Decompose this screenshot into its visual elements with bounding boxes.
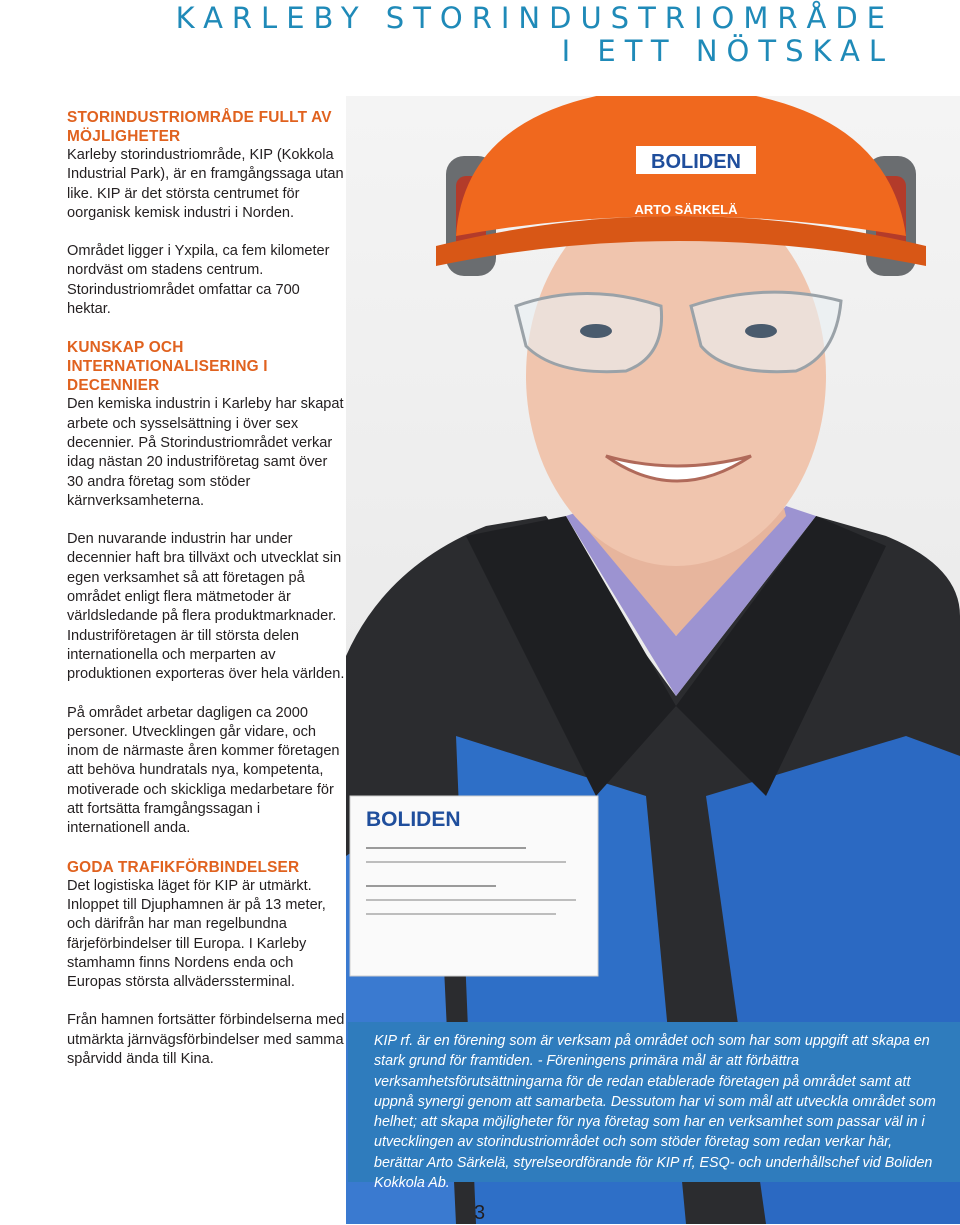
section-traffic: [67, 858, 345, 1070]
section-heading: GODA TRAFIKFÖRBINDELSER: [67, 858, 300, 876]
section-knowledge: [67, 338, 345, 838]
section-heading: STORINDUSTRIOMRÅDE FULLT AV MÖJLIGHETER: [67, 109, 332, 145]
paragraph: På området arbetar dagligen ca 2000 personer. Utvecklingen går vidare, och inom de närmaste åren kommer företagen att behöva hundratals nya, kompetenta, motiverade och skickliga medarbetare för att fortsätta framgångssagan i internationell anda.: [67, 704, 340, 837]
helmet-label: BOLIDEN: [651, 151, 741, 173]
paragraph: Den nuvarande industrin har under decennier haft bra tillväxt och utvecklat sin egen verksamhet så att företagen på området enligt flera mätmetoder är världsledande på flera produktmarknader. Industriföretagen är till största delen internationella och merparten av produktionen exporteras över hela världen.: [67, 531, 345, 683]
caption-text: KIP rf. är en förening som är verksam på området och som har som uppgift att skapa en stark grund för framtiden. - Föreningens primära mål är att förbättra verksamhetsförutsättningarna för de redan etablerade företagen på området samt att uppnå synergi genom att samarbeta. Dessutom har vi som mål att utveckla området som helhet; att skapa möjligheter för nya företag som har en verksamhet som passar väl in i utvecklingen av storindustriområdet och som stöder företag som redan verkar här, berättar Arto Särkelä, styrelseordförande för KIP rf, ESQ- och underhållschef vid Boliden Kokkola Ab.: [374, 1033, 936, 1192]
paragraph: Karleby storindustriområde, KIP (Kokkola Industrial Park), är en framgångssaga utan like. KIP är det största centrumet för oorganisk kemisk industri i Norden.: [67, 147, 344, 221]
page-number: 3: [474, 1202, 486, 1224]
header-line-1: KARLEBY STORINDUSTRIOMRÅDE: [175, 1, 894, 35]
photo-caption: [348, 1022, 960, 1192]
header-line-2: I ETT NÖTSKAL: [561, 34, 894, 68]
main-text-column: [67, 108, 345, 1088]
helmet-name: ARTO SÄRKELÄ: [634, 202, 738, 217]
section-heading: KUNSKAP OCH INTERNATIONALISERING I DECENNIER: [67, 339, 268, 395]
paragraph: Det logistiska läget för KIP är utmärkt. Inloppet till Djuphamnen är på 13 meter, och därifrån har man regelbundna färjeförbindelser till Europa. I Karleby stamhamn finns Nordens enda och Europas största allväderssterminal.: [67, 877, 326, 991]
section-opportunities: [67, 108, 345, 319]
page-header: [176, 2, 894, 68]
paragraph: Från hamnen fortsätter förbindelserna med utmärkta järnvägsförbindelser med samma spårvidd ända till Kina.: [67, 1012, 345, 1067]
badge-label: BOLIDEN: [366, 808, 461, 831]
paragraph: Den kemiska industrin i Karleby har skapat arbete och sysselsättning i över sex decennier. På Storindustriområdet verkar idag nästan 20 industriföretag samt över 30 andra företag som stöder kärnverksamheterna.: [67, 396, 344, 509]
paragraph: Området ligger i Yxpila, ca fem kilometer nordväst om stadens centrum. Storindustriområdet omfattar ca 700 hektar.: [67, 243, 330, 318]
